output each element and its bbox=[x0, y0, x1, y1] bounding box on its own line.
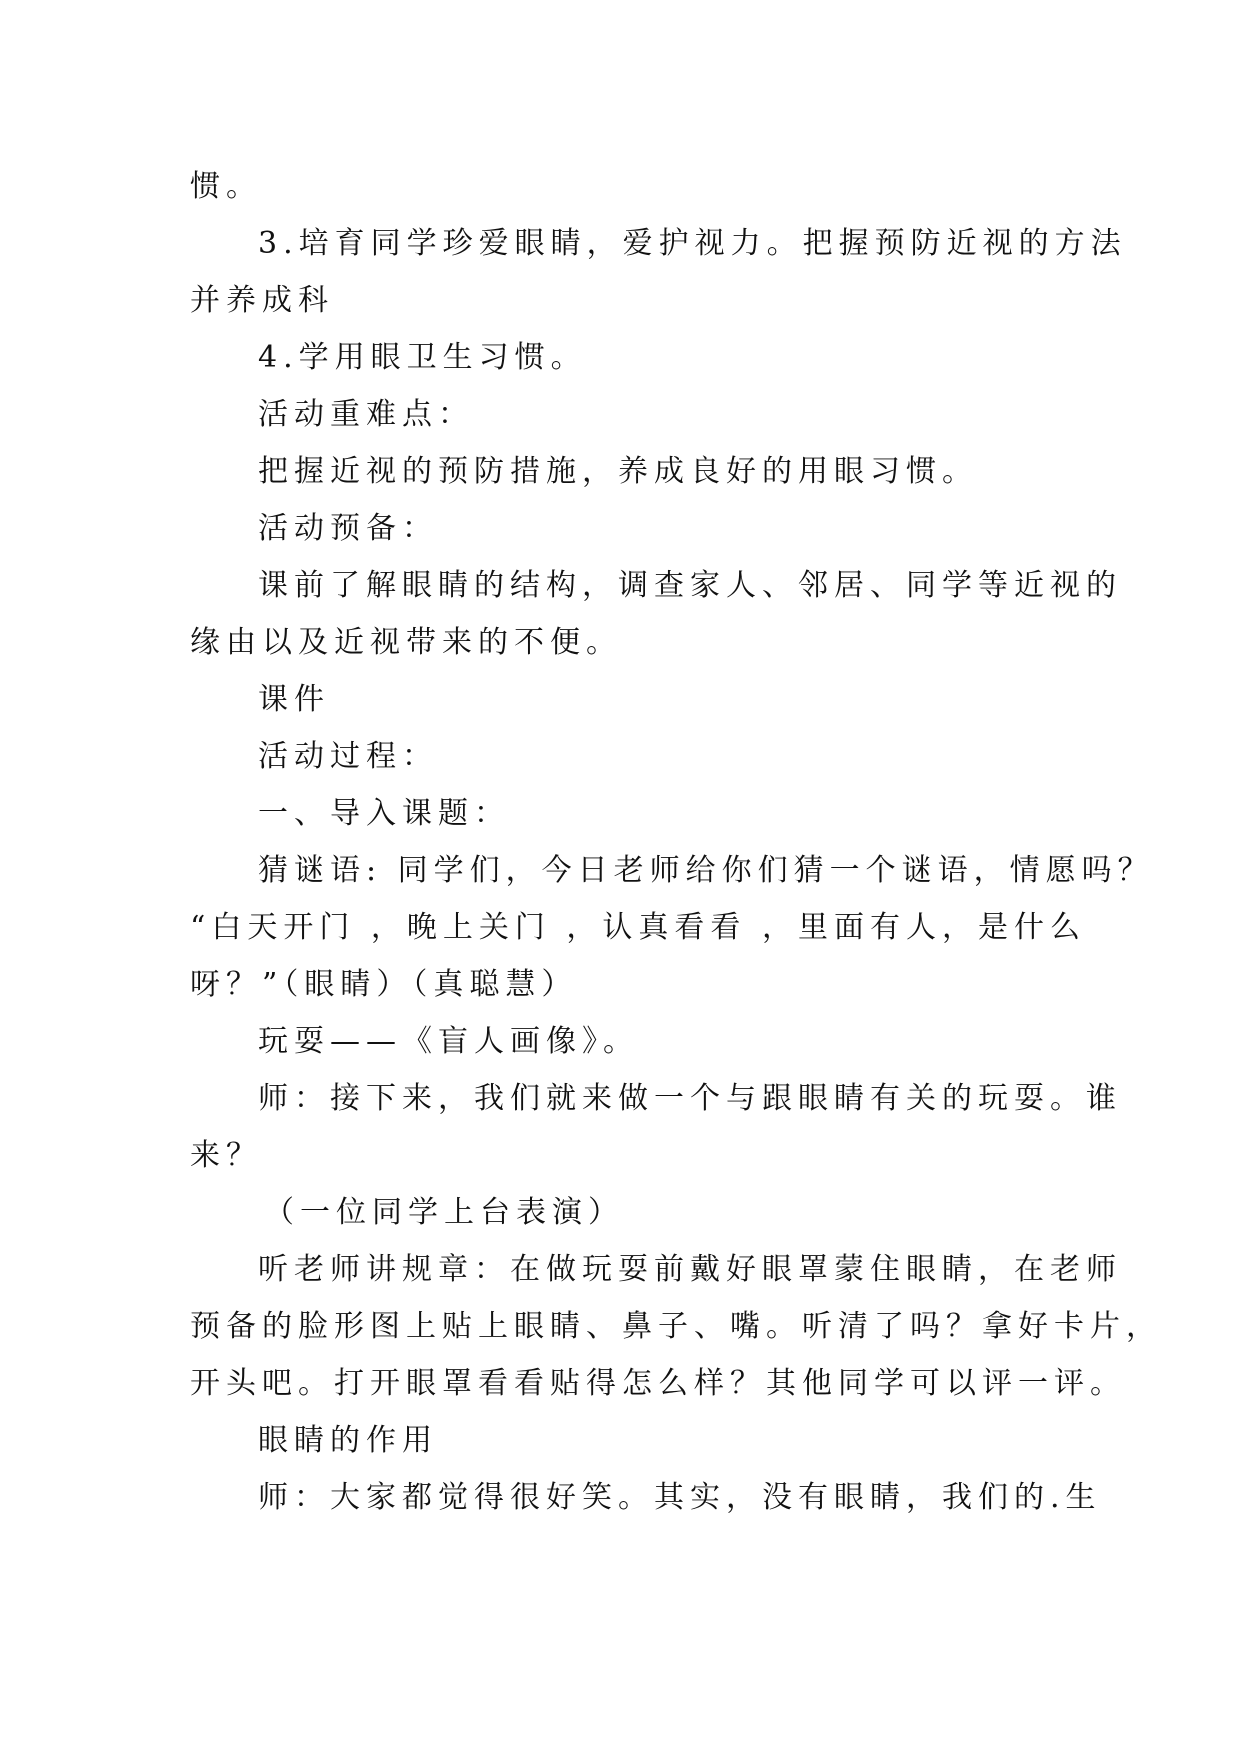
text-line: 课前了解眼睛的结构，调查家人、邻居、同学等近视的 bbox=[258, 568, 1122, 603]
text-line: 4.学用眼卫生习惯。 bbox=[258, 340, 587, 375]
text-line: 课件 bbox=[258, 682, 330, 717]
text-line: 听老师讲规章：在做玩耍前戴好眼罩蒙住眼睛，在老师 bbox=[258, 1252, 1122, 1287]
section-heading: 活动过程： bbox=[258, 739, 438, 774]
text-line: 猜谜语: 同学们，今日老师给你们猜一个谜语，情愿吗？ bbox=[258, 853, 1154, 888]
text-line: “白天开门 ，晚上关门 ，认真看看 ，里面有人，是什么 bbox=[190, 910, 1086, 945]
text-line: 把握近视的预防措施，养成良好的用眼习惯。 bbox=[258, 454, 978, 489]
text-line: 开头吧。打开眼罩看看贴得怎么样？其他同学可以评一评。 bbox=[190, 1366, 1126, 1401]
section-heading: 眼睛的作用 bbox=[258, 1423, 438, 1458]
document-body bbox=[190, 158, 1162, 1526]
section-heading: 一、导入课题： bbox=[258, 796, 510, 831]
section-heading: 活动预备： bbox=[258, 511, 438, 546]
text-line: 缘由以及近视带来的不便。 bbox=[190, 625, 622, 660]
text-line: 玩耍——《盲人画像》。 bbox=[258, 1024, 639, 1059]
text-line: 呀？”（眼睛）（真聪慧） bbox=[190, 967, 578, 1002]
text-line: 惯。 bbox=[190, 169, 262, 204]
section-heading: 活动重难点： bbox=[258, 397, 474, 432]
text-line: 3.培育同学珍爱眼睛，爱护视力。把握预防近视的方法 bbox=[258, 226, 1127, 261]
text-line: 并养成科 bbox=[190, 283, 334, 318]
text-line: 预备的脸形图上贴上眼睛、鼻子、嘴。听清了吗？拿好卡片， bbox=[190, 1309, 1162, 1344]
text-line: 师：接下来，我们就来做一个与跟眼睛有关的玩耍。谁 bbox=[258, 1081, 1122, 1116]
text-line: （一位同学上台表演） bbox=[264, 1195, 624, 1230]
text-line: 来？ bbox=[190, 1138, 262, 1173]
text-line: 师：大家都觉得很好笑。其实，没有眼睛，我们的.生 bbox=[258, 1480, 1102, 1515]
